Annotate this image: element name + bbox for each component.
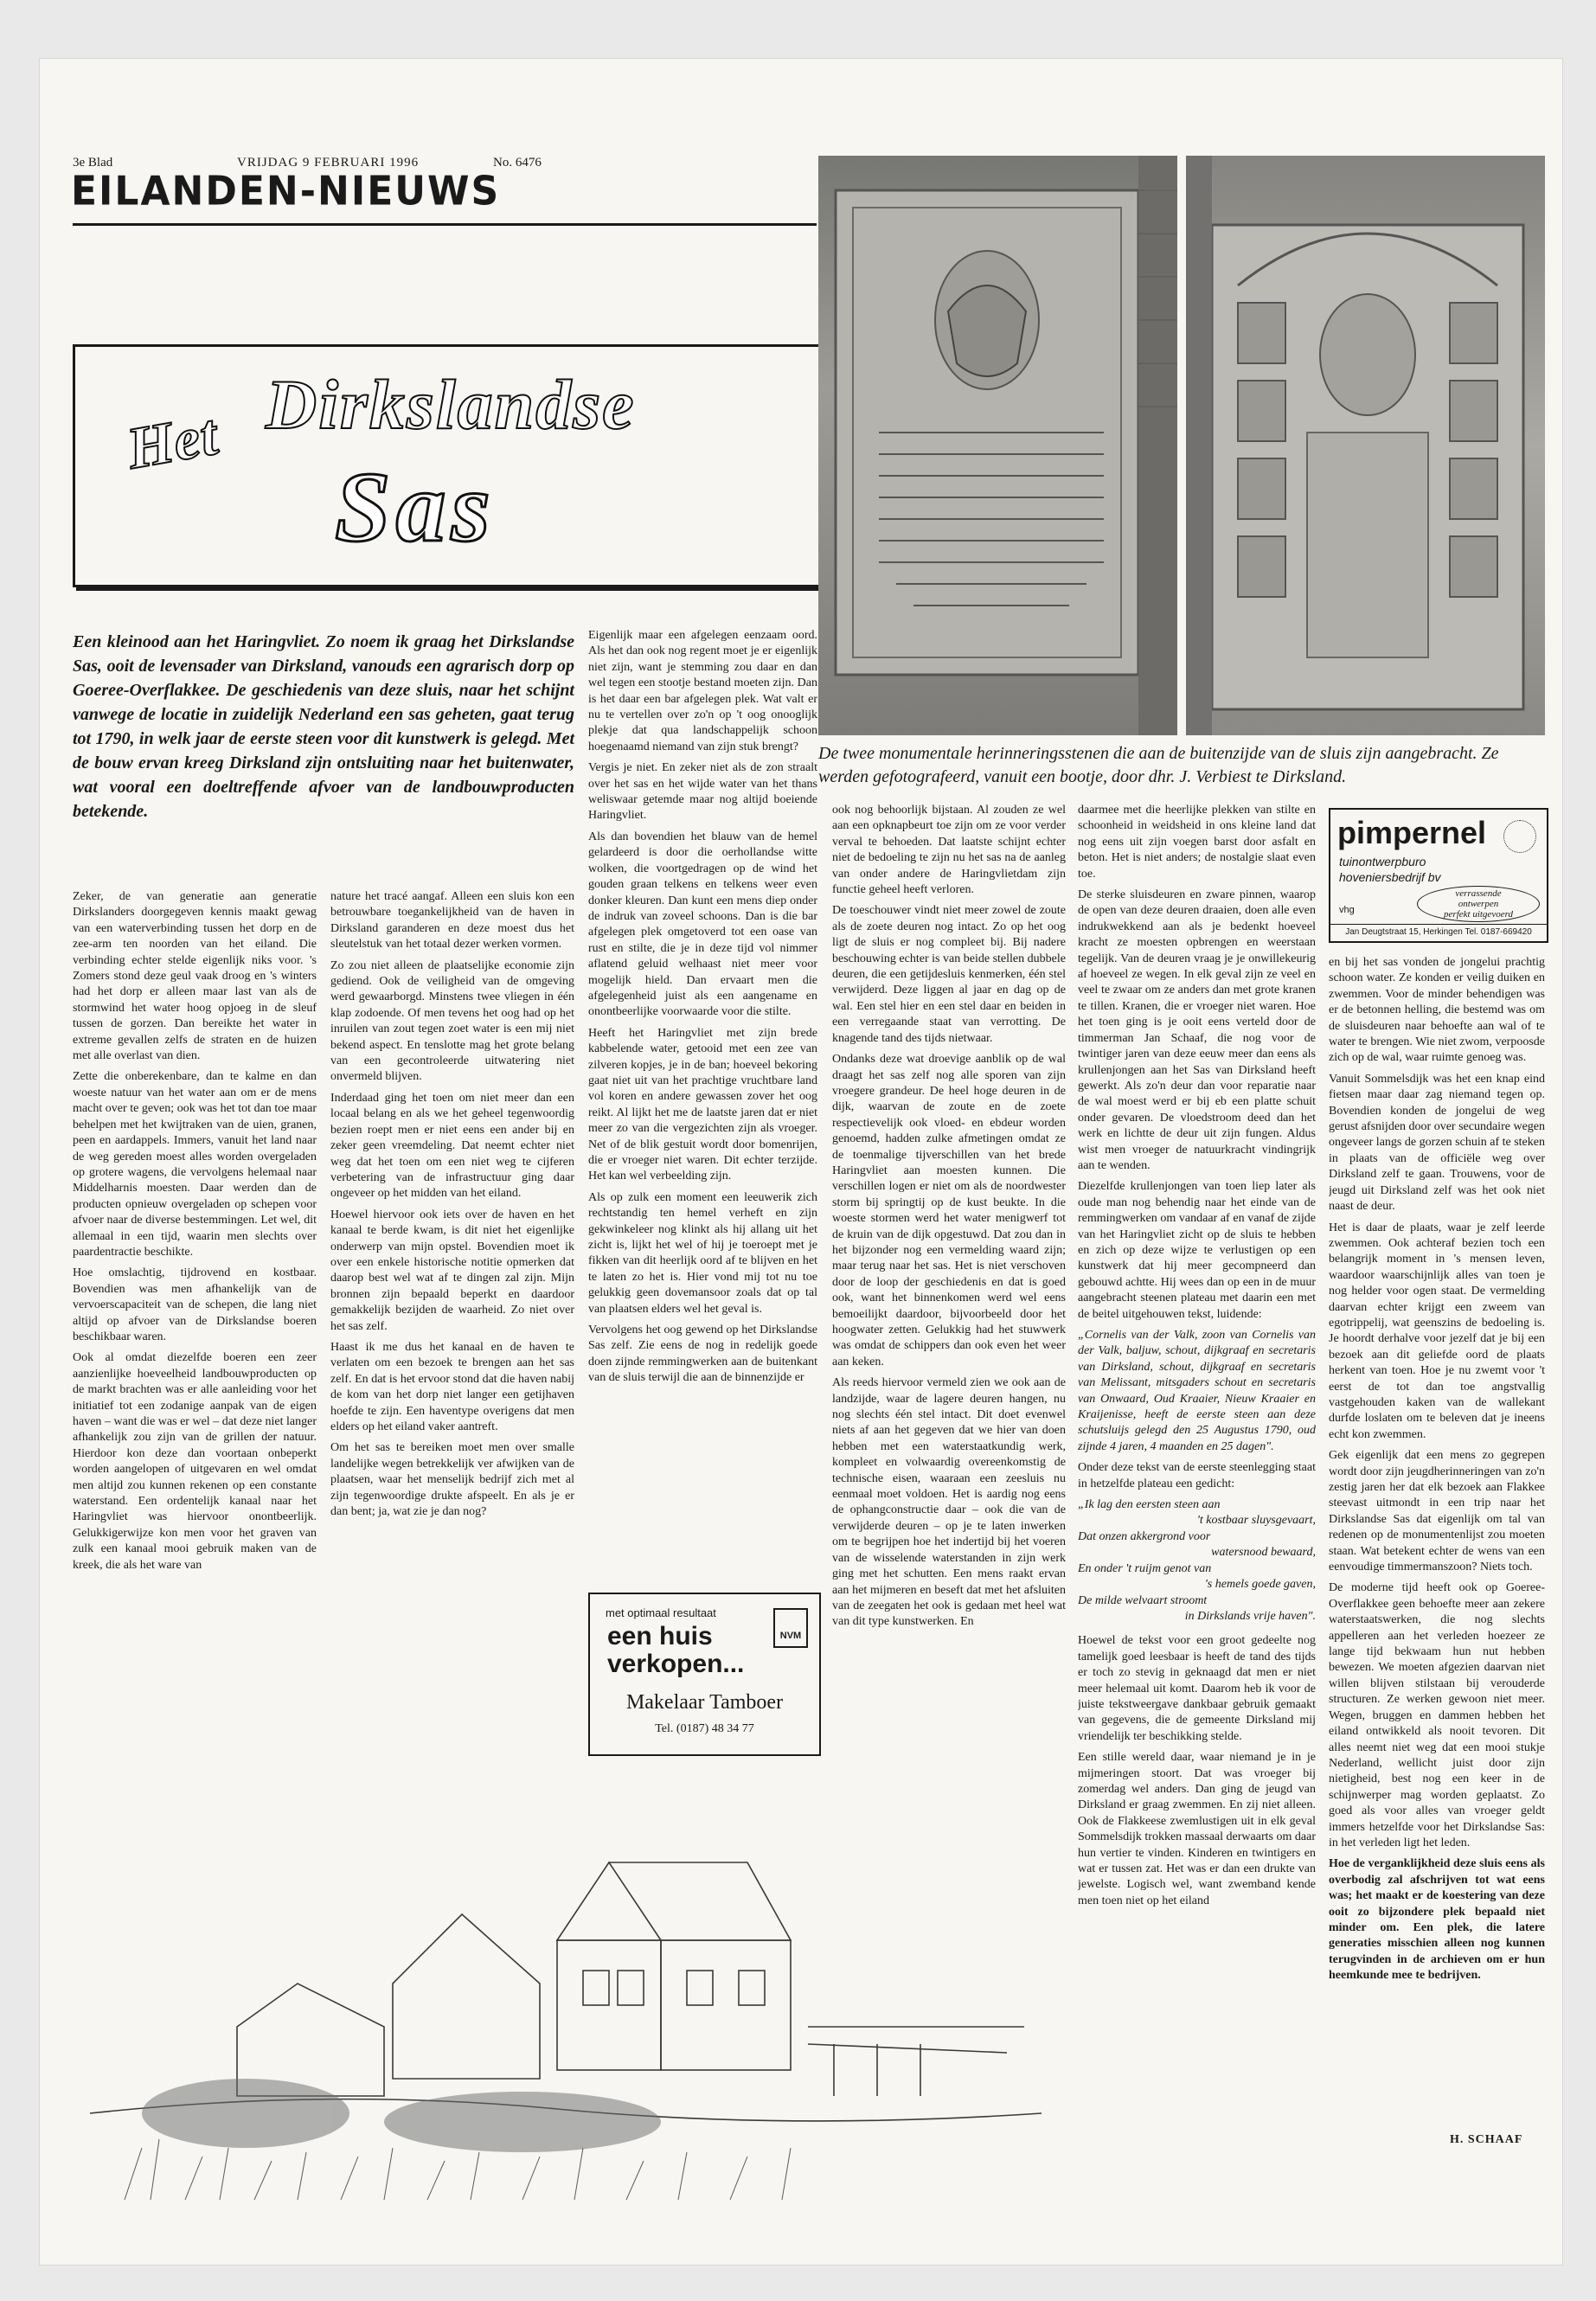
closing-paragraph: Hoe de verganklijkheid deze sluis eens als overbodig zal afschrijven tot wat eens was; het maakt er de koestering van deze ooit zo bijzondere plek bepaald niet minder om. Een plek, die latere generaties misschien alleen nog kunnen terugvinden in de archieven om er hun heemkunde mee te bedrijven. (1329, 1857, 1545, 1983)
poem-line: 's hemels goede gaven, (1204, 1578, 1316, 1592)
paragraph: Zo zou niet alleen de plaatselijke economie zijn gediend. Ook de veiligheid van de omgeving werd gewaarborgd. Minstens twee vliegen in één klap zodoende. Of men tevens het oog had op het inruilen van zout tegen zoet water is een mij niet bekend aspect. En tenslotte mag het grote belang van een gecontroleerde uitwatering niet onvermeld blijven. (330, 958, 574, 1084)
article-column-2 (330, 889, 574, 1763)
author-signature: H. SCHAAF (1450, 2133, 1523, 2146)
paragraph: Ondanks deze wat droevige aanblik op de wal draagt het sas zelf nog alle sporen van zijn vroegere grandeur. De heel hoge deuren in de dijk, waarvan de zoute en de zoete respectievelijk ook vloed- en ebdeur worden genoemd, hadden zulke afmetingen omdat ze de toenmalige tijverschillen van het brede Haringvliet aan moesten kunnen. Die verschillen logen er niet om als de noordwester storm bij springtij op de kust beukte. In die woeste stormen werd het water menigwerf tot de kruin van de dijk opgestuwd. Dat zou dan in het bijzonder nog een vermelding waard zijn; maar terug naar het sas. Het is niet verschoven door de loop der geschiedenis en dat is goed ook, want het binnenkomen werd wel eens bemoeilijkt daardoor, bijvoorbeeld door het hoogwater zetten. Gelukkig had het stuwwerk was omdat de schippers dan ook even het weer aan keken. (832, 1053, 1066, 1368)
article-column-6 (1329, 955, 1545, 2123)
flower-icon (1503, 820, 1536, 853)
paragraph: en bij het sas vonden de jongelui prachtig schoon water. Ze konden er veilig duiken en zwemmen. Voor de minder behendigen was er de betonnen helling, die bestemd was om de sluisdeuren naar behoefte aan wal of te water te brengen. Wie niet zwom, verpoosde zich op de wal, waar ruimte genoeg was. (1329, 956, 1545, 1065)
headline-het: Het (122, 401, 223, 482)
lead-paragraph: Een kleinood aan het Haringvliet. Zo noem ik graag het Dirkslandse Sas, ooit de levensader van Dirksland, vanouds een agrarisch dorp op Goeree-Overflakkee. De geschiedenis van deze sluis, naar het schijnt vanwege de locatie in zuidelijk Nederland een sas geheten, gaat terug tot 1790, in welk jaar de eerste steen voor dit kunstwerk is gelegd. Met de bouw ervan kreeg Dirksland zijn ontsluiting naar het buitenwater, wat vooral een doeltreffende afvoer van de landbouwproducten betekende. (73, 632, 574, 821)
pimpernel-sub1: tuinontwerpburo (1339, 855, 1426, 868)
pimpernel-brand: pimpernel (1337, 815, 1487, 850)
paragraph: Hoe omslachtig, tijdrovend en kostbaar. Bovendien was men afhankelijk van de vervoerscapaciteit van de schepen, die lang niet altijd op afvoer van de Dirkslandse boeren beschikbaar waren. (73, 1266, 317, 1343)
paragraph: Diezelfde krullenjongen van toen liep later als oude man nog behendig naar het einde van de remmingwerken om vandaar af en vanaf de zijde van het Haringvliet zicht op de sluis te hebben en zich op deze wijze te verlustigen op een kunstwerk dat hij meer gecompneerd dan gebouwd achtte. Hij wees dan op een in de muur aangebracht steenen plateau met daarin een met de beitel uitgehouwen tekst, luidende: (1078, 1180, 1316, 1321)
makelaar-tamboer-ad[interactable] (588, 1593, 821, 1756)
paragraph: nature het tracé aangaf. Alleen een sluis kon een betrouwbare toegankelijkheid van de haven in Dirksland garanderen en deze moest dus het sleutelstuk van het totaal dezer werken vormen. (330, 890, 574, 952)
paragraph: Onder deze tekst van de eerste steenlegging staat in hetzelfde plateau een gedicht: (1078, 1461, 1316, 1490)
memorial-stone-photo-right (1186, 156, 1545, 735)
masthead-rule (73, 223, 817, 226)
slogan-line: ontwerpen (1458, 899, 1499, 909)
nvm-badge: NVM (773, 1608, 808, 1648)
section-label: 3e Blad (73, 156, 113, 170)
paragraph: Vergis je niet. En zeker niet als de zon straalt over het sas en het wijde water van het thans weliswaar getemde maar nog altijd boeiende Haringvliet. (588, 761, 817, 823)
poem-line: En onder 't ruijm genot van (1078, 1561, 1212, 1575)
paragraph: Gek eigenlijk dat een mens zo gegrepen wordt door zijn jeugdherinneringen van zo'n zestig jaren her dat elk bezoek aan Flakkee steevast uitmondt in een trip naar het Dirkslandse Sas dat eigenlijk om tal van redenen op de monumentenlijst zou moeten staan. Wat betekent echter de wens van een eenvoudige timmermanszoon? Niets toch. (1329, 1449, 1545, 1574)
pimpernel-ad[interactable] (1329, 808, 1548, 943)
poem-line: in Dirkslands vrije haven". (1184, 1609, 1316, 1623)
paragraph: Zette die onberekenbare, dan te kalme en dan woeste natuur van het water aan om er de mens macht over te geven; ook was het tot dan toe maar behelpen met het kwijtraken van de uien, granen, peen en aardappels. Immers, vanuit het land naar de weg gereden moest alles worden overgeladen op grotere wagens, die vervolgens helemaal naar Middelharnis moesten. Daar werden dan de producten opnieuw overgeladen op schepen voor afvoer naar de diverse bestemmingen. Let wel, dit allemaal in een tijd, waarin men slechts over paardentractie beschikte. (73, 1070, 317, 1259)
paragraph: daarmee met die heerlijke plekken van stilte en schoonheid in weidsheid in ons kleine land dat nog eens uit zijn voegen barst door asfalt en beton. Het is niet anders; de nostalgie slaat even toe. (1078, 804, 1316, 881)
poem-line: Dat onzen akkergrond voor (1078, 1529, 1211, 1543)
paragraph: Zeker, de van generatie aan generatie Dirkslanders doorgegeven kennis maakt gewag van een waterverbinding tussen het dorp en de zee-arm ten noorden van het eiland. Die verbinding echter stelde eigenlijk niks voor. 's Zomers stond deze geul vaak droog en 's winters had het dorp er alleen maar last van als de stormwind het water hoog opjoeg in de sleuf tussen de gorzen. Dan bereikte het water in extreme gevallen zelfs de straten en de huizen met alle overlast van dien. (73, 890, 317, 1063)
pimpernel-sub2: hoveniersbedrijf bv (1339, 870, 1441, 884)
photo-caption: De twee monumentale herinneringsstenen die aan de buitenzijde van de sluis zijn aangebracht. Ze werden gefotografeerd, vanuit een bootje, door dhr. J. Verbiest te Dirksland. (818, 744, 1499, 786)
paragraph: Een stille wereld daar, waar niemand je in je mijmeringen stoort. Dat was vroeger bij zomerdag wel anders. Dan ging de jeugd van Dirksland er graag zwemmen. En zij niet alleen. Ook de Flakkeese zwemlustigen uit in elk geval Sommelsdijk trokken massaal derwaarts om daar hun vertier te vinden. Kinderen en twintigers en wat er tussen zat. Het was er dan een drukte van jewelste. Logisch wel, want zwemband kende men toen niet op het eiland (1078, 1751, 1316, 1907)
poem-line: De milde welvaart stroomt (1078, 1593, 1208, 1607)
poem-line: watersnood bewaard, (1211, 1546, 1316, 1560)
ad-line2: verkopen... (607, 1650, 745, 1678)
slogan-line: verrassende (1455, 888, 1502, 899)
paragraph: Het is daar de plaats, waar je zelf leerde zwemmen. Ook achteraf bezien toch een belangrijk moment in 's mensen leven, waardoor waarschijnlijk alles van toen je nog helder voor ogen staat. De vermelding daarvan echter krijgt een zweem van egotrippelij, wat geenszins de bedoeling is. Je hoordt derhalve voor jezelf dat je bij een bezoek aan dit geliefde oord de plaats herkent van toen. Hoe je nu zwemt voor 't eerst de tot dan toe angstvallig vastgehouden kaken van de wallekant durfde loslaten om te beleven dat je ineens echt kon zwemmen. (1329, 1221, 1545, 1441)
paragraph: Eigenlijk maar een afgelegen eenzaam oord. Als het dan ook nog regent moet je er eigenlijk niet zijn, want je stemming zou daar en dan wel tegen een stootje bestand moeten zijn. Dan is het daar een bar afgelegen plek. Wat valt er nu te vertellen over zo'n op 't oog onooglijk plekje dat qua landschappelijk schoon hoegenaamd niemand van zijn stuk brengt? (588, 629, 817, 753)
vhg-label: vhg (1339, 905, 1355, 915)
ad-intro: met optimaal resultaat (606, 1606, 716, 1619)
poem-line: 't kostbaar sluysgevaart, (1196, 1514, 1316, 1528)
article-column-3 (588, 628, 817, 1567)
paragraph: Hoewel hiervoor ook iets over de haven en het kanaal te berde kwam, is dit niet het eigenlijke onderwerp van mijn opstel. Bovendien moet ik over een enkele historische notitie opmerken dat daarop best wel wat af te dingen zal zijn. Mijn bronnen zijn bepaald beperkt en daardoor gemakkelijk bezijden de waarheid. Zo niet over het sas zelf. (330, 1208, 574, 1333)
paragraph: Haast ik me dus het kanaal en de haven te verlaten om een bezoek te brengen aan het sas zelf. En dat is het ervoor stond dat die haven nabij de kom van het dorp niet langer een getijhaven hoefde te zijn. Een haventype overigens dat men elders op het eiland vaker aantreft. (330, 1340, 574, 1433)
headline-dirkslandse: Dirkslandse (266, 365, 636, 444)
paragraph: ook nog behoorlijk bijstaan. Al zouden ze wel aan een opknapbeurt toe zijn om ze voor verder verval te behoeden. Dat laatste schijnt echter niet de bedoeling te zijn nu het sas na de aanleg van onder andere de Haringvlietdam zijn functie geheel heeft verloren. (832, 804, 1066, 897)
paragraph: Heeft het Haringvliet met zijn brede kabbelende water, getooid met een zee van zilveren kopjes, je in de ban; hoeveel bekoring gaat niet uit van het prachtige vruchtbare land vol koren en andere gewassen zover het oog reikt. Al lijkt het me de laatste jaren dat er niet meer zo van die vergezichten zijn als vroeger. Net of de blik gestuit wordt door bomenrijen, die er vroeger niet waren. Dit echter terzijde. Het kan wel verbeelding zijn. (588, 1026, 817, 1183)
paragraph: Inderdaad ging het toen om niet meer dan een locaal belang en als we het geheel tegenwoordig bezien roept men er niet eens een ander bij en zeker geen vreemdeling. Dat neemt echter niet weg dat het toen om een niet weg te cijferen verbetering van de infrastructuur ging daar ongeveer op het midden van het eiland. (330, 1091, 574, 1201)
article-column-1 (73, 889, 317, 1763)
pimpernel-address: Jan Deugtstraat 15, Herkingen Tel. 0187-669420 (1330, 924, 1547, 940)
slogan-line: perfekt uitgevoerd (1444, 909, 1513, 920)
article-column-5 (1078, 803, 1316, 2221)
ad-company-name: Makelaar Tamboer (625, 1691, 784, 1714)
memorial-stone-photo-left (818, 156, 1177, 735)
paragraph: Hoewel de tekst voor een groot gedeelte nog tamelijk goed leesbaar is heeft de tand des tijds er toch zo stevig in geknaagd dat men er niet meer helemaal uit komt. Daarom heb ik voor de juiste tekstweergave dankbaar gebruik gemaakt van gegevens, die de gemeente Dirksland mij vriendelijk ter beschikking stelde. (1078, 1634, 1316, 1743)
ad-line1: een huis (607, 1622, 713, 1650)
inscription-poem (1078, 1497, 1316, 1625)
article-column-4 (832, 803, 1066, 1763)
paragraph: Als dan bovendien het blauw van de hemel gelardeerd is door die oerhollandse witte wolken, die voortgedragen op de wind het gouden graan telkens en telkens weer even donker kleuren. Dan kunt een mens diep onder de indruk van zoveel schoons. Dan is die bar afgelegen plek omgetoverd tot een oase van rust en stilte, die je in deze tijd vol nimmer aflatend geluid welhaast niet meer voor mogelijk hield. Dan ervaart men die afgelegenheid juist als een aangename en onontbeerlijke voorwaarde voor die stilte. (588, 830, 817, 1019)
issue-number: No. 6476 (493, 156, 542, 170)
sluice-sketch-illustration (73, 1767, 1059, 2217)
paragraph: Ook al omdat diezelfde boeren een zeer aanzienlijke hoeveelheid landbouwproducten op de markt brachten was er alle aanleiding voor het initiatief tot een zodanige aanpak van de eigen haven – want die was er wel – dat deze niet langer afhankelijk zou zijn van de grillen der natuur. Hierdoor kon deze dan voortaan onbeperkt worden aangelopen of uitgevaren en wel omdat men altijd zou kunnen rekenen op een constante waterstand. Een ordentelijk kanaal naar het Haringvliet was hiervoor onontbeerlijk. Gelukkigerwijze kon men voor het graven van zulk een kanaal mooi gebruik maken van de kreek, die als het ware van (73, 1351, 317, 1572)
paragraph: De toeschouwer vindt niet meer zowel de zoute als de zoete deuren nog intact. Zo op het oog ligt de sluis er nog compleet bij. Bij nadere beschouwing echter is van beide stellen dubbele deuren, die een getijdesluis kenmerken, één stel verwijderd. Deze liggen al jaar en dag op de wal. Een stel hier en een stel daar en beiden in een verregaande staat van verrotting. De knagende tand des tijds nietwaar. (832, 904, 1066, 1045)
newspaper-page (40, 59, 1562, 2265)
headline-sas: Sas (335, 452, 496, 563)
paragraph: Vervolgens het oog gewend op het Dirkslandse Sas zelf. Zie eens de nog in redelijk goede doen zijnde remmingwerken aan de buitenkant van de sluis terwijl die aan de binnenzijde er (588, 1324, 817, 1385)
paragraph: Om het sas te bereiken moet men over smalle landelijke wegen betrekkelijk ver afwijken van de plaatsen, waar het menselijk bedrijf zich met al zijn tegenwoordige drukte afspeelt. En als je er dan bent; ja, wat zie je dan nog? (330, 1441, 574, 1519)
slogan-oval (1417, 886, 1540, 922)
memorial-stone-left-illustration (818, 156, 1177, 735)
memorial-stone-right-illustration (1186, 156, 1545, 735)
paragraph: Vanuit Sommelsdijk was het een knap eind fietsen maar daar zag niemand tegen op. Bovendien konden de jongelui de weg gerust afsnijden door over secundaire wegen ongeveer langs de gorzen schuin af te steken in plaats van de officiële weg over Dirksland zelf te gaan. Trouwens, voor de jeugd uit Dirksland zelf was het ook niet naast de deur. (1329, 1072, 1545, 1214)
paragraph: Als op zulk een moment een leeuwerik zich rechtstandig ten hemel verheft en zijn gekwinkeleer nog klinkt als hij allang uit het zicht is, lijkt het wel of hij je toeroept met je fikken van dit heerlijk oord af te blijven en het te laten zo het is. Hier vond mij tot nu toe gelukkig geen dovemansoor zoals dat op tal van plaatsen elders wel het geval is. (588, 1190, 817, 1316)
paper-name: EILANDEN-NIEUWS (71, 168, 501, 215)
paragraph: Als reeds hiervoor vermeld zien we ook aan de landzijde, waar de lagere deuren hangen, nu nog slechts één stel intact. Dit doet evenwel niets af aan het gegeven dat we hier van doen hebben met een waterstaatkundig werk, kompleet en volwaardig overeenkomstig de technische eisen, waaraan een zeesluis nu eenmaal moet voldoen. Het is aardig nog eens de ophangconstructie daar – ook die van de verwijderde deuren – op je te laten inwerken om te begrijpen hoe het indertijd bij het voeren van de wisselende waterstanden in zijn werk ging met het schutten. Een mens raakt ervan aan het mijmeren en beseft dat met het afsluiten van de zeegaten het ook is gedaan met heel wat van dit type kunstwerken. En (832, 1376, 1066, 1629)
poem-line: „Ik lag den eersten steen aan (1078, 1498, 1221, 1512)
ad-phone: Tel. (0187) 48 34 77 (655, 1722, 754, 1735)
inscription-text: „Cornelis van der Valk, zoon van Cornelis van der Valk, baljuw, schout, dijkgraaf en secretaris van Dirksland, schout, dijkgraaf en secretaris van Melissant, mitsgaders schout en secretaris van Onwaard, Oud Kraaier, Nieuw Kraaier en Kraijenisse, heeft de eerste steen aan deze schutsluijs gelegd den 25 Augustus 1790, oud zijnde 4 jaren, 4 maanden en 25 dagen". (1078, 1329, 1316, 1453)
paragraph: De moderne tijd heeft ook op Goeree-Overflakkee geen behoefte meer aan zekere waterstaatswerken, die nog slechts appelleren aan het verleden hoezeer ze lange tijd bekwaam hun nut hebben bewezen. We moeten afgezien daarvan niet willen blijven stilstaan bij verouderde structuren. Ze werken gewoon niet meer. Wegen, bruggen en dammen hebben het eiland ontwikkeld als nooit tevoren. Dit alles neemt niet weg dat een mooi stukje Nederland, wellicht juist door zijn nietigheid, best nog een keer in de schijnwerper mag worden geplaatst. Zo goed als voor alles van vroeger geldt immers hetzelfde voor het Dirkslandse Sas: in het verleden ligt het leden. (1329, 1581, 1545, 1849)
paragraph: De sterke sluisdeuren en zware pinnen, waarop de open van deze deuren draaien, doen alle even indrukwekkend aan als je bedenkt hoeveel kracht ze moesten opbrengen en weerstaan tegelijk. Van de deuren vraag je je onwillekeurig af hoeveel ze wegen. In elk geval zijn ze veel en veel te zwaar om ze anders dan met grote kranen te tillen. Kranen, die er vroeger niet waren. Hoe het toen ging is je ooit eens verteld door de timmerman Jan Schaaf, die nog voor de twintiger jaren van deze eeuw meer dan eens als krullenjongen aan het Sas van Dirksland heeft gewerkt. Als zo'n deur dan voor reparatie naar de wal moest werd er bij eb een platte schuit onder gevaren. De vloedstroom deed dan het werk en lichtte de deur uit zijn fungen. Aldus wist men vroeger de natuurkracht vindingrijk aan te wenden. (1078, 888, 1316, 1172)
issue-date: VRIJDAG 9 FEBRUARI 1996 (237, 156, 420, 170)
headline-box (73, 344, 822, 587)
